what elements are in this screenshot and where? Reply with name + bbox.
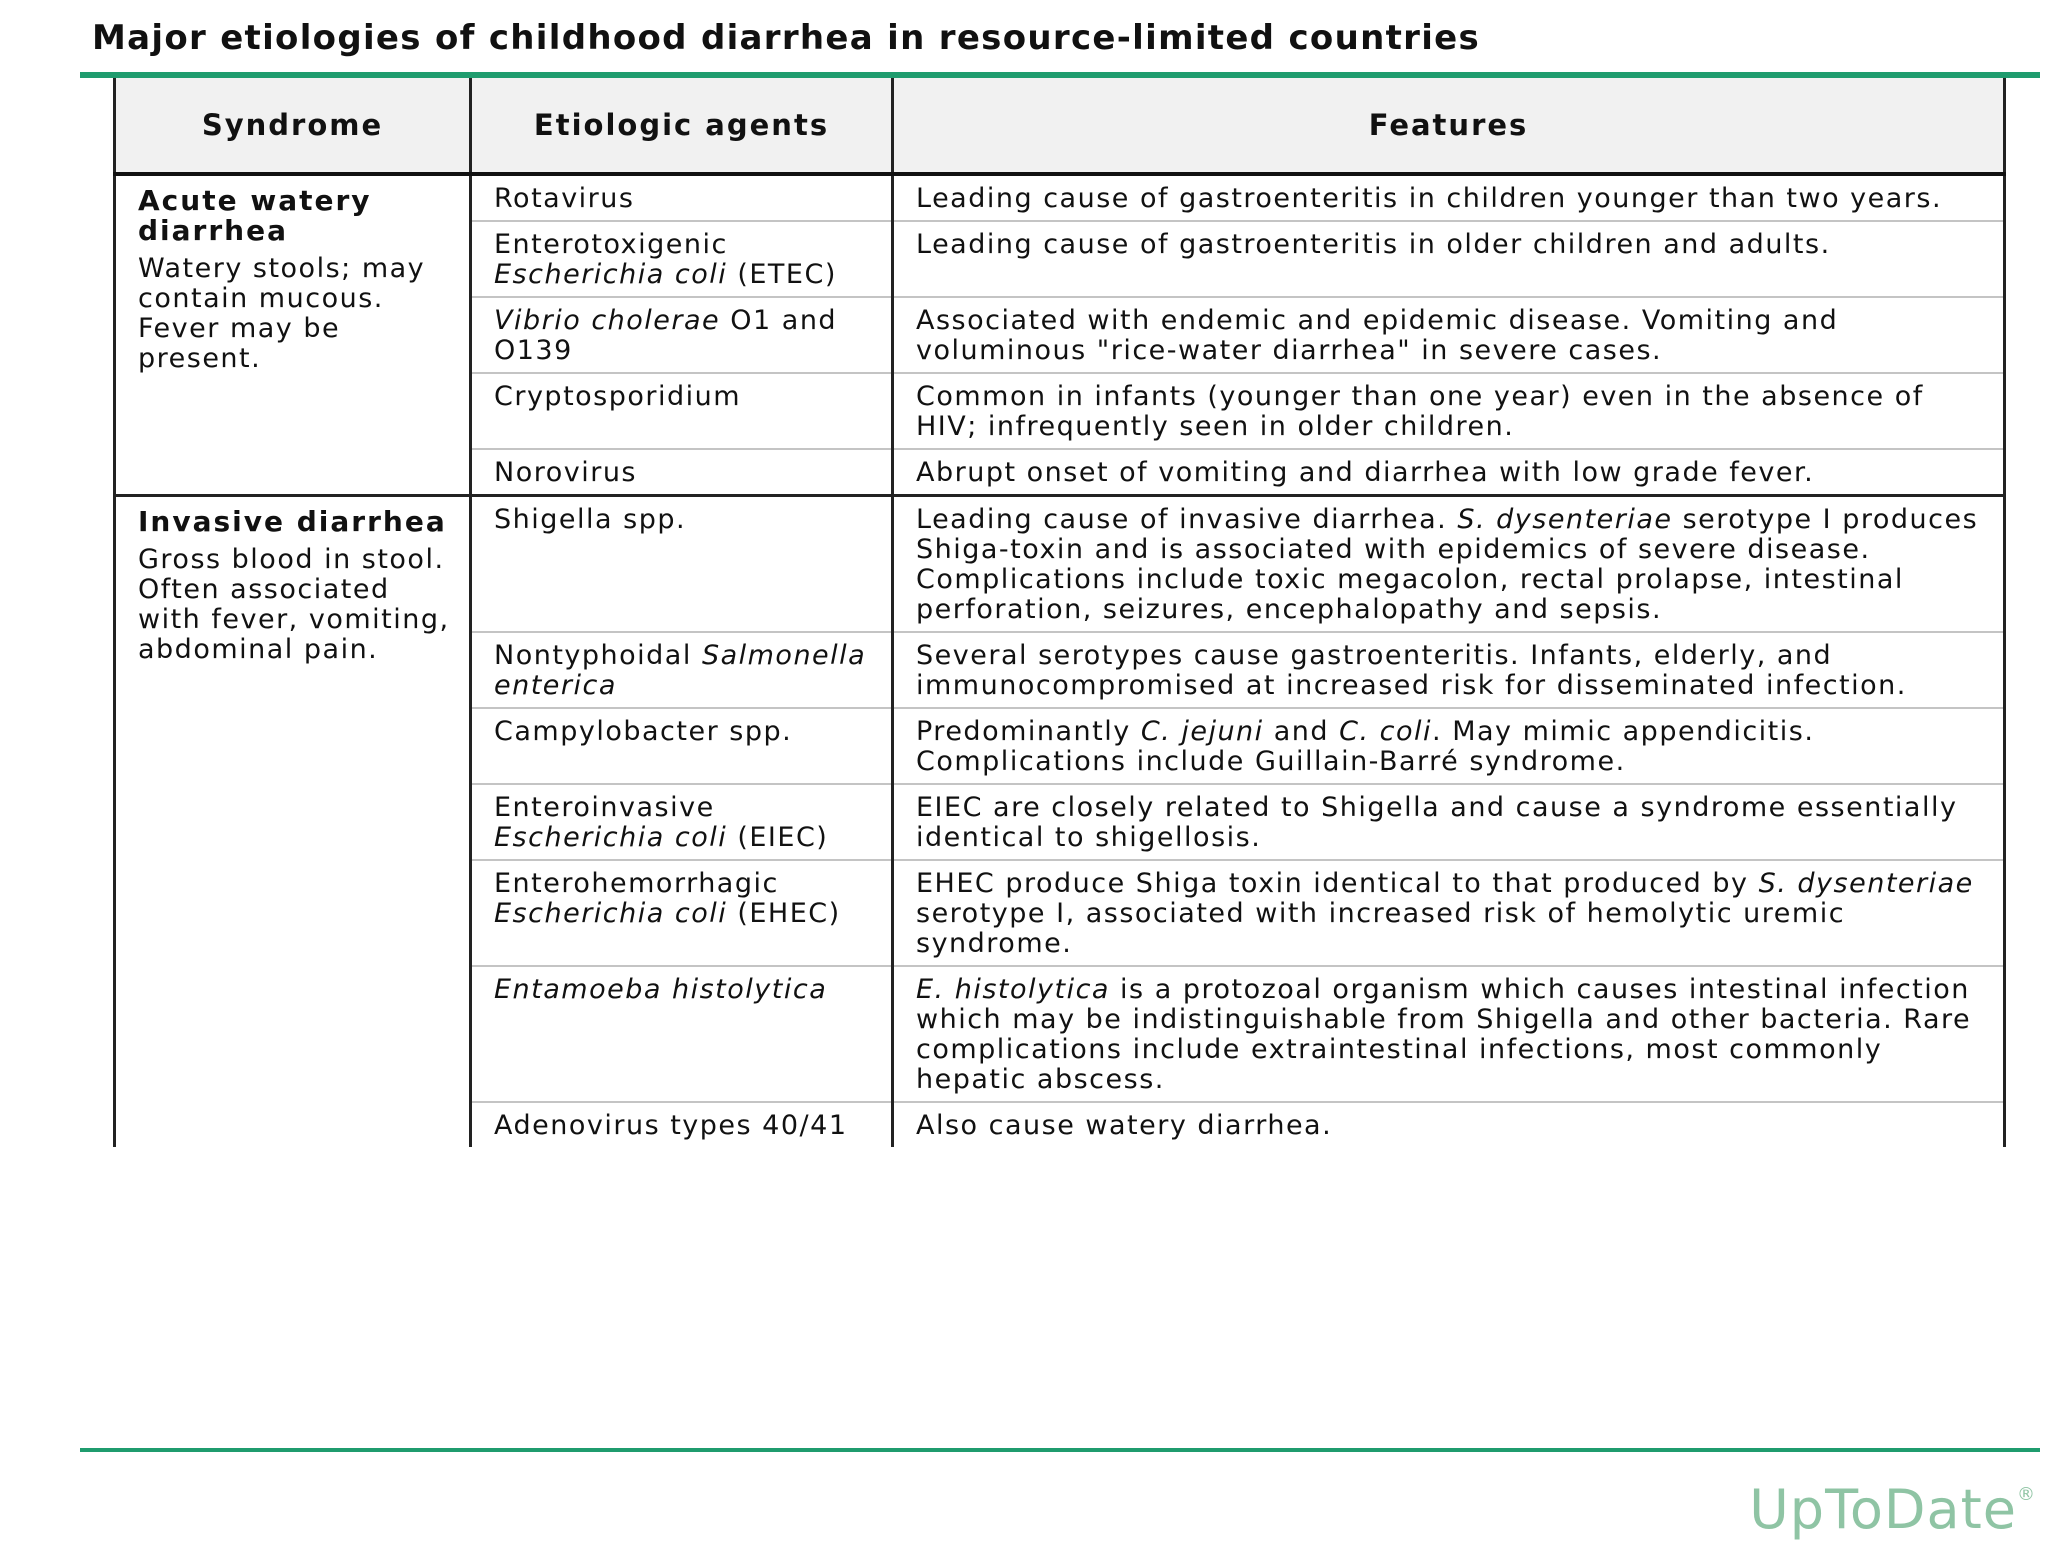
italic-text-segment: Escherichia coli	[494, 259, 728, 290]
text-segment: . May mimic appendicitis. Complications include Guillain-Barré syndrome.	[916, 716, 1815, 777]
text-segment: Campylobacter spp.	[494, 716, 793, 747]
text-segment: Leading cause of gastroenteritis in children younger than two years.	[916, 183, 1943, 214]
italic-text-segment: E. histolytica	[916, 974, 1110, 1005]
text-segment: is a protozoal organism which causes intestinal infection which may be indistinguishable from Shigella and other bacteria. Rare complications include extraintestinal infections, most commonly hepatic abscess.	[916, 974, 1972, 1095]
etiologic-agent-cell	[471, 174, 893, 221]
text-segment: and	[1263, 716, 1340, 747]
text-segment: (EIEC)	[727, 822, 829, 853]
text-segment: Leading cause of invasive diarrhea.	[916, 504, 1458, 535]
text-segment: Norovirus	[494, 457, 638, 488]
table-row	[115, 174, 2005, 221]
text-segment: Enterotoxigenic	[494, 229, 728, 260]
etiologic-agent-cell	[471, 708, 893, 784]
text-segment: Common in infants (younger than one year) even in the absence of HIV; infrequently seen in older children.	[916, 381, 1924, 442]
text-segment: O1 and O139	[494, 305, 838, 366]
text-segment: (EHEC)	[727, 898, 841, 929]
etiology-table	[113, 78, 2006, 1147]
italic-text-segment: Salmonella enterica	[494, 640, 867, 701]
features-cell	[893, 966, 2005, 1102]
text-segment: Predominantly	[916, 716, 1141, 747]
etiologic-agent-cell	[471, 632, 893, 708]
etiologic-agent-cell	[471, 860, 893, 966]
features-cell	[893, 373, 2005, 449]
text-segment: EHEC produce Shiga toxin identical to that produced by	[916, 868, 1759, 899]
italic-text-segment: Entamoeba histolytica	[494, 974, 828, 1005]
column-header-features: Features	[893, 78, 2005, 174]
etiologic-agent-cell	[471, 966, 893, 1102]
text-segment: Abrupt onset of vomiting and diarrhea with low grade fever.	[916, 457, 1815, 488]
syndrome-name: Invasive diarrhea	[138, 505, 447, 538]
etiologic-agent-cell	[471, 1102, 893, 1147]
syndrome-description: Gross blood in stool. Often associated with fever, vomiting, abdominal pain.	[138, 544, 450, 665]
etiologic-agent-cell	[471, 221, 893, 297]
syndrome-cell	[115, 174, 471, 496]
logo-text: UpToDate	[1749, 1478, 2017, 1541]
uptodate-logo	[1749, 1478, 2036, 1541]
registered-mark: ®	[2017, 1484, 2036, 1505]
features-cell	[893, 632, 2005, 708]
text-segment: serotype I produces Shiga-toxin and is associated with epidemics of severe disease. Complications include toxic megacolon, rectal prolapse, intestinal perforation, seizures, encephalopathy and sepsis.	[916, 504, 1979, 625]
italic-text-segment: S. dysenteriae	[1758, 868, 1974, 899]
text-segment: Rotavirus	[494, 183, 635, 214]
features-cell	[893, 708, 2005, 784]
features-cell	[893, 221, 2005, 297]
features-cell	[893, 297, 2005, 373]
syndrome-cell	[115, 496, 471, 1148]
text-segment: Shigella spp.	[494, 504, 687, 535]
text-segment: (ETEC)	[727, 259, 837, 290]
italic-text-segment: C. coli	[1339, 716, 1433, 747]
table-row	[115, 496, 2005, 633]
text-segment: Leading cause of gastroenteritis in older children and adults.	[916, 229, 1831, 260]
column-header-agents: Etiologic agents	[471, 78, 893, 174]
text-segment: Adenovirus types 40/41	[494, 1110, 848, 1141]
text-segment: Enteroinvasive	[494, 792, 715, 823]
text-segment: Enterohemorrhagic	[494, 868, 779, 899]
features-cell	[893, 449, 2005, 496]
text-segment: Also cause watery diarrhea.	[916, 1110, 1333, 1141]
syndrome-description: Watery stools; may contain mucous. Fever may be present.	[138, 253, 426, 374]
table-header-row	[115, 78, 2005, 174]
text-segment: Associated with endemic and epidemic disease. Vomiting and voluminous "rice-water diarrhea" in severe cases.	[916, 305, 1839, 366]
document-title: Major etiologies of childhood diarrhea in resource-limited countries	[92, 18, 1481, 58]
text-segment: serotype I, associated with increased risk of hemolytic uremic syndrome.	[916, 898, 1846, 959]
etiologic-agent-cell	[471, 297, 893, 373]
features-cell	[893, 860, 2005, 966]
italic-text-segment: Escherichia coli	[494, 898, 728, 929]
features-cell	[893, 496, 2005, 633]
etiologic-agent-cell	[471, 496, 893, 633]
column-header-syndrome: Syndrome	[115, 78, 471, 174]
italic-text-segment: Escherichia coli	[494, 822, 728, 853]
features-cell	[893, 784, 2005, 860]
italic-text-segment: C. jejuni	[1140, 716, 1264, 747]
text-segment: EIEC are closely related to Shigella and cause a syndrome essentially identical to shigellosis.	[916, 792, 1958, 853]
syndrome-name: Acute watery diarrhea	[138, 184, 372, 247]
features-cell	[893, 174, 2005, 221]
features-cell	[893, 1102, 2005, 1147]
etiologic-agent-cell	[471, 449, 893, 496]
table-body	[115, 174, 2005, 1147]
italic-text-segment: S. dysenteriae	[1457, 504, 1673, 535]
text-segment: Several serotypes cause gastroenteritis. Infants, elderly, and immunocompromised at increased risk for disseminated infection.	[916, 640, 1907, 701]
text-segment: Cryptosporidium	[494, 381, 742, 412]
italic-text-segment: Vibrio cholerae	[494, 305, 721, 336]
etiologic-agent-cell	[471, 373, 893, 449]
table-bottom-rule	[80, 1448, 2040, 1452]
text-segment: Nontyphoidal	[494, 640, 702, 671]
etiologic-agent-cell	[471, 784, 893, 860]
